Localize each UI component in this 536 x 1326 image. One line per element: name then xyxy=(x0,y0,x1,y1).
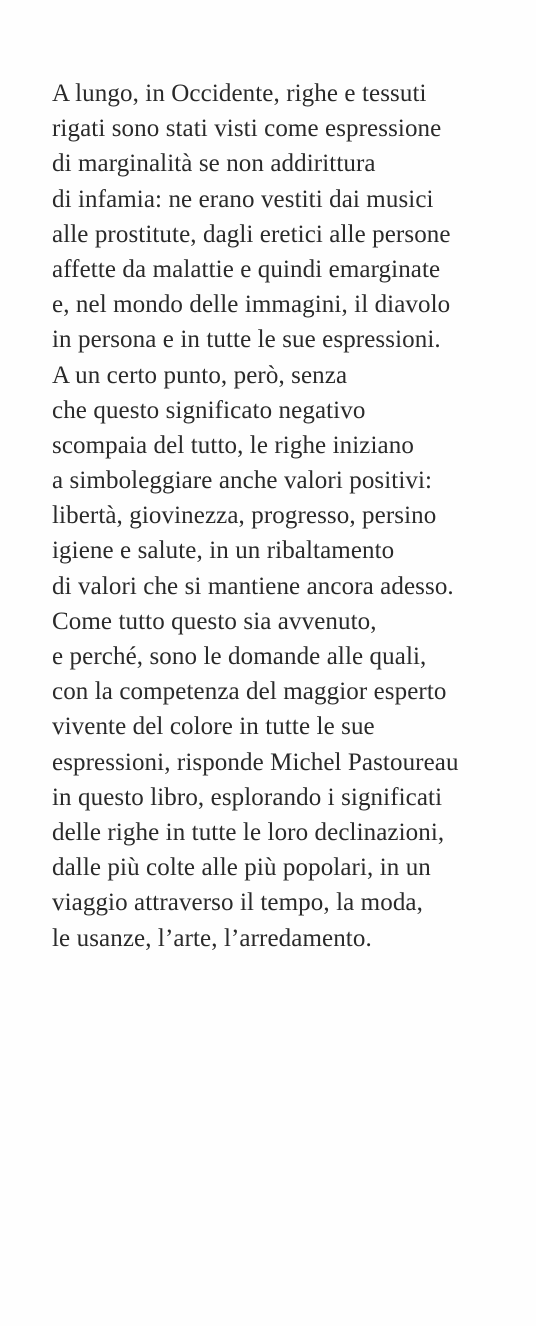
text-line: in questo libro, esplorando i significati xyxy=(52,783,443,811)
text-line: alle prostitute, dagli eretici alle persone xyxy=(52,220,451,248)
text-line: e, nel mondo delle immagini, il diavolo xyxy=(52,291,451,319)
text-line: dalle più colte alle più popolari, in un xyxy=(52,854,431,882)
text-line: e perché, sono le domande alle quali, xyxy=(52,643,427,670)
text-line: affette da malattie e quindi emarginate xyxy=(52,255,441,283)
text-line: Come tutto questo sia avvenuto, xyxy=(52,607,377,635)
book-description xyxy=(52,76,522,956)
text-line: espressioni, risponde Michel Pastoureau xyxy=(52,748,459,776)
text-line: viaggio attraverso il tempo, la moda, xyxy=(52,889,423,917)
text-line: A lungo, in Occidente, righe e tessuti xyxy=(52,80,427,107)
text-line: di marginalità se non addirittura xyxy=(52,150,376,178)
text-line: che questo significato negativo xyxy=(52,396,366,424)
text-line: A un certo punto, però, senza xyxy=(52,361,348,389)
text-line: a simboleggiare anche valori positivi: xyxy=(52,467,433,495)
text-line: con la competenza del maggior esperto xyxy=(52,678,447,706)
text-line: scompaia del tutto, le righe iniziano xyxy=(52,431,414,459)
text-line: di infamia: ne erano vestiti dai musici xyxy=(52,185,434,213)
text-line: le usanze, l’arte, l’arredamento. xyxy=(52,924,372,952)
text-line: igiene e salute, in un ribaltamento xyxy=(52,537,395,565)
text-line: in persona e in tutte le sue espressioni. xyxy=(52,326,441,354)
text-line: rigati sono stati visti come espressione xyxy=(52,115,442,143)
text-line: libertà, giovinezza, progresso, persino xyxy=(52,502,437,530)
text-line: di valori che si mantiene ancora adesso. xyxy=(52,572,454,600)
text-line: vivente del colore in tutte le sue xyxy=(52,713,375,741)
text-line: delle righe in tutte le loro declinazioni, xyxy=(52,818,445,846)
